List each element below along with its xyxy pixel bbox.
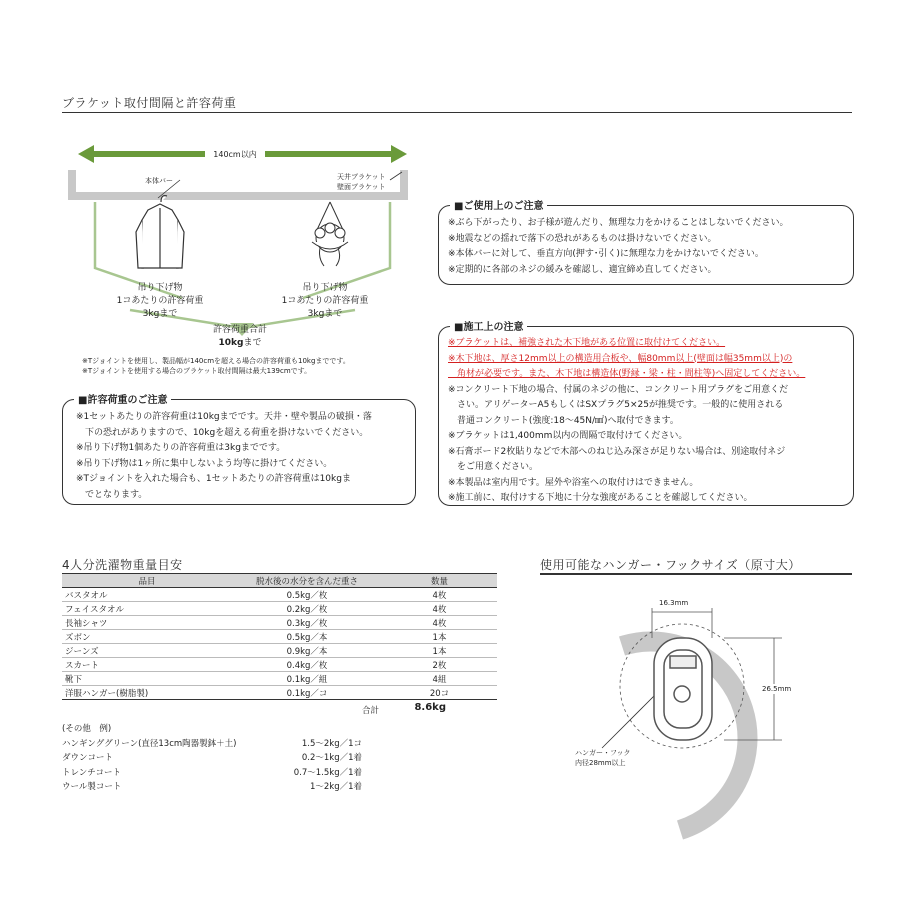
usage-notice-title: ■ご使用上のご注意 [450,197,547,212]
extra-item-name: トレンチコート [62,767,121,778]
total-load-label: 許容荷重合計 [212,325,267,335]
left-load-line: 1コあたりの許容荷重 [116,296,204,306]
quantity-cell: 4枚 [382,588,497,602]
item-cell: ズボン [62,630,232,644]
table-row [62,686,497,700]
hook-width-label: 16.3mm [659,599,689,607]
install-notice-line: ※本製品は室内用です。屋外や浴室への取付けはできません。 [448,477,699,488]
item-cell: フェイスタオル [62,602,232,616]
bar-label: 本体バー [145,177,173,185]
width-label: 140cm以内 [205,149,265,161]
hook-profile [654,638,712,740]
load-notice-title: ■許容荷重のご注意 [74,391,171,406]
extra-item [62,751,362,766]
section-title-bracket: ブラケット取付間隔と許容荷重 [62,96,237,110]
table-row [62,602,497,616]
right-load-line: 3kgまで [307,309,343,319]
load-notice-line: ※吊り下げ物は1ヶ所に集中しないよう均等に掛けてください。 [76,458,333,469]
install-warning-line: ※木下地は、厚さ12mm以上の構造用合板や、幅80mm以上(壁面は幅35mm以上)の [448,353,793,364]
hanger-rule [540,573,852,575]
extra-item [62,766,362,781]
extra-title: (その他 例) [62,724,112,734]
laundry-extra [62,722,362,792]
bracket-note: ※Tジョイントを使用し、製品幅が140cmを超える場合の許容荷重も10kgまでです。 [82,357,350,365]
weight-cell: 0.3kg／枚 [232,616,382,630]
total-label: 合計 [362,706,380,716]
extra-item [62,780,362,795]
load-notice-line: 下の恐れがありますので、10kgを超える荷重を掛けないでください。 [76,427,369,438]
usage-notice-line: ※定期的に各部のネジの緩みを確認し、適宜締め直してください。 [448,264,717,275]
left-load-line: 3kgまで [142,309,178,319]
column-header: 数量 [382,574,497,588]
weight-cell: 0.5kg／本 [232,630,382,644]
weight-cell: 0.2kg／枚 [232,602,382,616]
weight-cell: 0.5kg／枚 [232,588,382,602]
install-notice-title: ■施工上の注意 [450,318,527,333]
weight-cell: 0.1kg／組 [232,672,382,686]
extra-item [62,737,362,752]
load-notice-body [76,410,372,503]
quantity-cell: 1本 [382,630,497,644]
install-notice-line: 普通コンクリート(強度:18～45N/㎟)へ取付できます。 [448,415,679,426]
usage-notice-body [448,216,789,278]
table-row [62,588,497,602]
table-row [62,644,497,658]
install-notice-body [448,336,805,507]
install-warning-line: ※ブラケットは、補強された木下地がある位置に取付けてください。 [448,338,726,348]
shirt-icon [136,196,184,268]
install-notice-line: をご用意ください。 [448,462,539,472]
usage-notice-line: ※本体バーに対して、垂直方向(押す･引く)に無理な力をかけないでください。 [448,249,764,259]
right-load-text [265,282,385,321]
laundry-title: 4人分洗濯物重量目安 [62,558,183,572]
hanger-title: 使用可能なハンガー・フックサイズ（原寸大） [540,558,801,572]
quantity-cell: 20コ [382,686,497,700]
install-notice-line: ※石膏ボード2枚貼りなどで木部へのねじ込み深さが足りない場合は、別途取付ネジ [448,446,786,457]
column-header: 脱水後の水分を含んだ重さ [232,574,382,588]
total-load-suffix: まで [243,338,262,348]
item-cell: スカート [62,658,232,672]
hook-size-label [575,748,631,768]
laundry-total-value: 8.6kg [414,702,446,713]
hook-label-line: ハンガー・フック [575,749,631,757]
hook-label-line: 内径28mm以上 [575,759,626,767]
extra-item-weight: 1.5～2kg／1コ [301,738,362,749]
usage-notice-line: ※ぶら下がったり、お子様が遊んだり、無理な力をかけることはしないでください。 [448,218,789,228]
hanging-plant-icon [312,202,348,266]
load-notice-line: ※1セットあたりの許容荷重は10kgまでです。天井・壁や製品の破損・落 [76,412,372,422]
install-notice-line: ※コンクリート下地の場合、付属のネジの他に、コンクリート用プラグをご用意くだ [448,384,789,395]
left-load-text [100,282,220,321]
weight-cell: 0.4kg／枚 [232,658,382,672]
weight-cell: 0.9kg／本 [232,644,382,658]
install-warning-line: 角材が必要です。また、木下地は構造体(野縁・梁・柱・間柱等)へ固定してください。 [448,369,806,379]
column-header: 品目 [62,574,232,588]
item-cell: 靴下 [62,672,232,686]
right-load-line: 1コあたりの許容荷重 [281,296,369,306]
item-cell: バスタオル [62,588,232,602]
extra-item-name: ハンギンググリーン(直径13cm陶器製鉢＋土) [62,738,237,749]
extra-item-weight: 1～2kg／1着 [309,782,362,792]
laundry-total [362,704,379,716]
left-load-line: 吊り下げ物 [137,283,183,293]
load-notice-line: ※吊り下げ物1個あたりの許容荷重は3kgまでです。 [76,443,286,453]
quantity-cell: 1本 [382,644,497,658]
total-load-value: 10kg [218,338,244,348]
table-header-row [62,574,497,588]
table-row [62,616,497,630]
bracket-notes [82,356,350,376]
extra-item-name: ダウンコート [62,753,114,763]
quantity-cell: 4組 [382,672,497,686]
hanger-diagram [560,590,850,840]
extra-item-weight: 0.7～1.5kg／1着 [293,767,362,778]
quantity-cell: 4枚 [382,616,497,630]
weight-cell: 0.1kg／コ [232,686,382,700]
quantity-cell: 4枚 [382,602,497,616]
install-notice-line: ※施工前に、取付けする下地に十分な強度があることを確認してください。 [448,493,753,503]
table-row [62,630,497,644]
hook-height-label: 26.5mm [762,685,792,693]
item-cell: 長袖シャツ [62,616,232,630]
table-row [62,658,497,672]
load-notice-line: でとなります。 [76,489,148,500]
extra-item-weight: 0.2～1kg／1着 [301,753,362,763]
install-notice-line: ※ブラケットは1,400mm以内の間隔で取付けてください。 [448,431,688,441]
load-notice-line: ※Tジョイントを入れた場合も、1セットあたりの許容荷重は10kgま [76,474,351,484]
table-row [62,672,497,686]
item-cell: 洋服ハンガー(樹脂製) [62,686,232,700]
quantity-cell: 2枚 [382,658,497,672]
item-cell: ジーンズ [62,644,232,658]
extra-item-name: ウール製コート [62,782,122,792]
install-notice-line: さい。アリゲーターA5もしくはSXプラグ5×25が推奨です。一般的に使用される [448,400,784,410]
usage-notice-line: ※地震などの揺れで落下の恐れがあるものは掛けないでください。 [448,233,717,244]
bracket-note: ※Tジョイントを使用する場合のブラケット取付間隔は最大139cmです。 [82,367,312,375]
laundry-table [62,573,497,700]
section-rule [62,112,852,113]
right-load-line: 吊り下げ物 [302,283,348,293]
bracket-label-ceiling: 天井ブラケット [337,173,386,181]
bracket-label-wall: 壁面ブラケット [337,183,386,191]
total-load-text [190,324,290,350]
